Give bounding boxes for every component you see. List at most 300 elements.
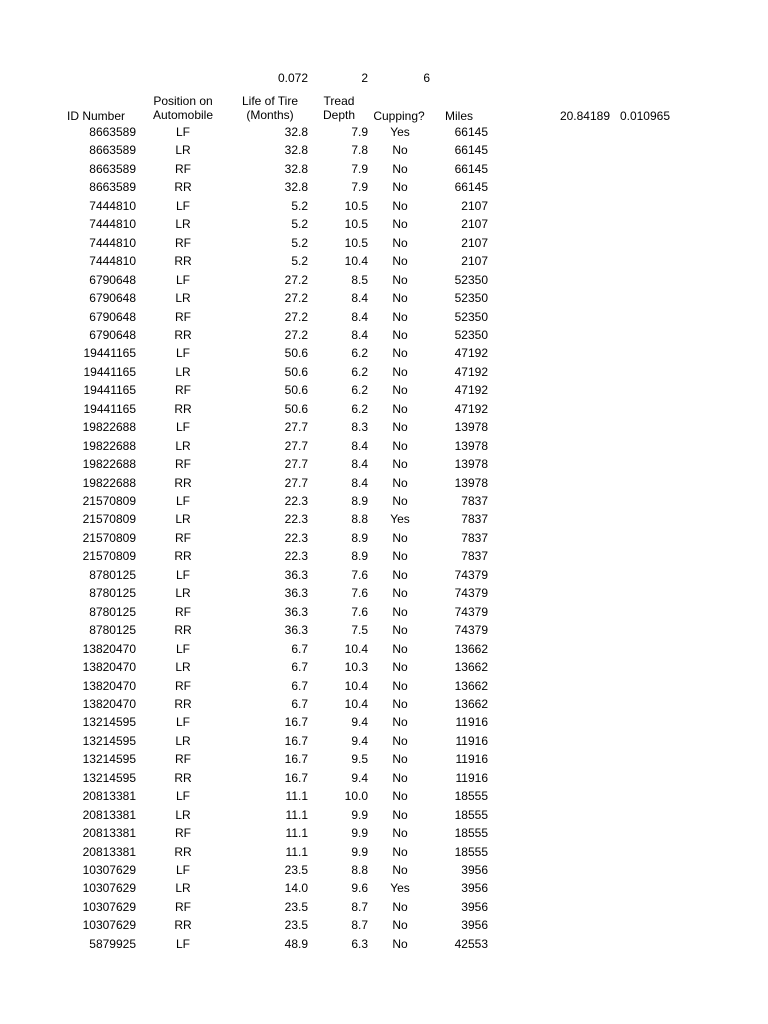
cell-position[interactable]: RF [175,899,191,914]
cell-life-months[interactable]: 6.7 [291,641,308,656]
cell-id-number[interactable]: 8663589 [89,125,136,139]
cell-id-number[interactable]: 8663589 [89,180,136,195]
cell-miles[interactable]: 2107 [461,254,488,269]
cell-life-months[interactable]: 32.8 [284,125,308,139]
side-value-a[interactable]: 20.84189 [559,109,610,123]
cell-tread-depth[interactable]: 10.5 [344,198,368,213]
cell-position[interactable]: RF [175,383,191,398]
cell-miles[interactable]: 13978 [454,438,488,453]
cell-life-months[interactable]: 50.6 [284,401,308,416]
cell-id-number[interactable]: 13214595 [82,752,136,767]
cell-tread-depth[interactable]: 10.4 [344,641,368,656]
cell-cupping[interactable]: No [392,327,408,342]
cell-tread-depth[interactable]: 10.0 [344,789,368,804]
cell-life-months[interactable]: 36.3 [284,567,308,582]
cell-life-months[interactable]: 50.6 [284,383,308,398]
cell-cupping[interactable]: Yes [390,512,410,527]
cell-cupping[interactable]: No [392,696,408,711]
cell-cupping[interactable]: No [392,383,408,398]
cell-miles[interactable]: 66145 [454,125,488,139]
top-value-a[interactable]: 0.072 [277,71,308,85]
cell-id-number[interactable]: 7444810 [89,217,136,232]
cell-miles[interactable]: 13662 [454,641,488,656]
cell-cupping[interactable]: No [392,143,408,158]
cell-id-number[interactable]: 6790648 [89,272,136,287]
top-value-c[interactable]: 6 [423,71,430,85]
cell-miles[interactable]: 18555 [454,789,488,804]
cell-id-number[interactable]: 19822688 [82,457,136,472]
cell-id-number[interactable]: 10307629 [82,863,136,877]
cell-tread-depth[interactable]: 8.7 [351,899,368,914]
cell-miles[interactable]: 47192 [454,401,488,416]
cell-id-number[interactable]: 6790648 [89,309,136,324]
cell-position[interactable]: LF [175,641,190,656]
cell-life-months[interactable]: 22.3 [284,512,308,527]
cell-id-number[interactable]: 20813381 [82,789,136,804]
cell-position[interactable]: RR [174,254,192,269]
cell-tread-depth[interactable]: 10.5 [344,235,368,250]
cell-cupping[interactable]: No [392,586,408,601]
cell-id-number[interactable]: 13820470 [82,696,136,711]
cell-tread-depth[interactable]: 8.9 [351,530,368,545]
cell-life-months[interactable]: 48.9 [284,936,308,951]
cell-position[interactable]: RF [175,826,191,841]
cell-miles[interactable]: 74379 [454,604,488,619]
table-row [0,769,768,787]
cell-miles[interactable]: 52350 [454,327,488,342]
cell-position[interactable]: LF [175,567,190,582]
cell-cupping[interactable]: No [392,254,408,269]
cell-id-number[interactable]: 13820470 [82,641,136,656]
cell-cupping[interactable]: No [392,623,408,638]
cell-tread-depth[interactable]: 9.4 [351,715,368,730]
cell-position[interactable]: LF [175,420,190,435]
cell-position[interactable]: RF [175,752,191,767]
cell-cupping[interactable]: No [392,770,408,785]
cell-tread-depth[interactable]: 9.5 [351,752,368,767]
cell-id-number[interactable]: 13214595 [82,770,136,785]
cell-life-months[interactable]: 27.2 [284,291,308,306]
cell-tread-depth[interactable]: 9.4 [351,733,368,748]
header-tread-depth[interactable] [316,94,362,122]
cell-position[interactable]: LF [175,346,190,361]
side-value-b[interactable]: 0.010965 [619,109,670,123]
cell-cupping[interactable]: No [392,715,408,730]
cell-life-months[interactable]: 32.8 [284,161,308,176]
cell-id-number[interactable]: 19441165 [83,346,136,361]
cell-position[interactable]: LR [175,881,191,896]
cell-life-months[interactable]: 27.2 [284,327,308,342]
table-row [0,363,768,381]
cell-position[interactable]: RR [174,180,192,195]
cell-position[interactable]: LF [175,715,190,730]
cell-position[interactable]: LF [175,272,190,287]
header-position[interactable] [142,94,224,122]
cell-tread-depth[interactable]: 7.6 [351,604,368,619]
cell-miles[interactable]: 11916 [455,733,488,748]
cell-miles[interactable]: 3956 [461,881,488,896]
cell-cupping[interactable]: Yes [390,881,410,896]
cell-life-months[interactable]: 32.8 [284,180,308,195]
cell-id-number[interactable]: 10307629 [82,899,136,914]
cell-id-number[interactable]: 10307629 [82,881,136,896]
table-row [0,510,768,528]
cell-cupping[interactable]: No [392,457,408,472]
cell-cupping[interactable]: No [392,291,408,306]
cell-miles[interactable]: 18555 [454,844,488,859]
cell-miles[interactable]: 52350 [454,309,488,324]
cell-cupping[interactable]: No [392,936,408,951]
table-row [0,806,768,824]
cell-id-number[interactable]: 21570809 [82,530,136,545]
cell-life-months[interactable]: 22.3 [284,494,308,508]
cell-position[interactable]: RF [175,604,191,619]
cell-tread-depth[interactable]: 7.6 [351,567,368,582]
cell-tread-depth[interactable]: 7.9 [351,125,368,139]
cell-life-months[interactable]: 36.3 [284,604,308,619]
table-row [0,824,768,842]
header-position-line2: Automobile [152,108,214,122]
header-life-line2: (Months) [246,108,294,122]
cell-cupping[interactable]: No [392,401,408,416]
table-row [0,843,768,861]
cell-id-number[interactable]: 13214595 [82,733,136,748]
cell-tread-depth[interactable]: 8.4 [351,327,368,342]
cell-position[interactable]: LR [175,438,191,453]
cell-cupping[interactable]: No [392,752,408,767]
cell-id-number[interactable]: 6790648 [89,291,136,306]
cell-cupping[interactable]: No [392,604,408,619]
cell-life-months[interactable]: 5.2 [291,235,308,250]
cell-id-number[interactable]: 21570809 [82,494,136,508]
cell-tread-depth[interactable]: 6.2 [351,383,368,398]
cell-miles[interactable]: 66145 [454,143,488,158]
cell-position[interactable]: LF [175,863,190,877]
cell-life-months[interactable]: 22.3 [284,549,308,564]
cell-life-months[interactable]: 22.3 [284,530,308,545]
cell-life-months[interactable]: 5.2 [291,217,308,232]
cell-tread-depth[interactable]: 8.4 [351,309,368,324]
cell-cupping[interactable]: No [392,217,408,232]
cell-tread-depth[interactable]: 6.3 [351,936,368,951]
cell-id-number[interactable]: 21570809 [82,512,136,527]
cell-cupping[interactable]: No [392,272,408,287]
cell-position[interactable]: LR [175,586,191,601]
cell-tread-depth[interactable]: 6.2 [351,346,368,361]
cell-miles[interactable]: 47192 [454,364,488,379]
header-life-of-tire[interactable] [232,94,308,122]
cell-cupping[interactable]: No [392,475,408,490]
cell-tread-depth[interactable]: 8.4 [351,438,368,453]
cell-life-months[interactable]: 27.7 [284,457,308,472]
cell-id-number[interactable]: 8663589 [89,143,136,158]
cell-life-months[interactable]: 11.1 [285,807,308,822]
cell-id-number[interactable]: 20813381 [82,807,136,822]
cell-tread-depth[interactable]: 8.8 [351,863,368,877]
cell-position[interactable]: RF [175,235,191,250]
cell-miles[interactable]: 66145 [454,161,488,176]
cell-cupping[interactable]: No [392,826,408,841]
cell-id-number[interactable]: 13214595 [82,715,136,730]
cell-tread-depth[interactable]: 8.4 [351,291,368,306]
cell-cupping[interactable]: No [392,844,408,859]
cell-position[interactable]: LF [175,494,190,508]
cell-id-number[interactable]: 19441165 [83,401,136,416]
cell-tread-depth[interactable]: 8.7 [351,918,368,933]
cell-life-months[interactable]: 50.6 [284,346,308,361]
cell-cupping[interactable]: No [392,899,408,914]
cell-miles[interactable]: 3956 [461,918,488,933]
header-miles[interactable]: Miles [444,109,473,123]
cell-position[interactable]: LF [175,789,190,804]
cell-life-months[interactable]: 6.7 [291,660,308,675]
cell-cupping[interactable]: No [392,494,408,508]
cell-position[interactable]: LR [175,807,191,822]
cell-life-months[interactable]: 32.8 [284,143,308,158]
cell-cupping[interactable]: No [392,235,408,250]
cell-tread-depth[interactable]: 9.9 [351,844,368,859]
cell-life-months[interactable]: 36.3 [284,623,308,638]
cell-id-number[interactable]: 8780125 [89,567,136,582]
cell-cupping[interactable]: No [392,733,408,748]
header-cupping[interactable]: Cupping? [373,109,425,123]
cell-life-months[interactable]: 27.7 [284,438,308,453]
cell-life-months[interactable]: 16.7 [284,733,308,748]
cell-cupping[interactable]: No [392,438,408,453]
cell-id-number[interactable]: 19441165 [83,383,136,398]
cell-position[interactable]: RR [174,549,192,564]
cell-id-number[interactable]: 7444810 [89,198,136,213]
cell-tread-depth[interactable]: 8.9 [351,494,368,508]
cell-position[interactable]: RR [174,918,192,933]
cell-cupping[interactable]: No [392,364,408,379]
cell-miles[interactable]: 52350 [454,272,488,287]
cell-miles[interactable]: 2107 [461,198,488,213]
cell-tread-depth[interactable]: 10.4 [344,696,368,711]
cell-tread-depth[interactable]: 6.2 [351,401,368,416]
cell-id-number[interactable]: 8780125 [89,586,136,601]
cell-life-months[interactable]: 11.1 [285,789,308,804]
cell-tread-depth[interactable]: 10.3 [344,660,368,675]
cell-miles[interactable]: 11916 [455,752,488,767]
cell-id-number[interactable]: 13820470 [82,678,136,693]
cell-life-months[interactable]: 27.2 [284,272,308,287]
table-row [0,160,768,178]
cell-cupping[interactable]: No [392,660,408,675]
cell-position[interactable]: LF [175,198,190,213]
cell-cupping[interactable]: No [392,678,408,693]
cell-id-number[interactable]: 21570809 [82,549,136,564]
cell-life-months[interactable]: 23.5 [284,899,308,914]
cell-miles[interactable]: 7837 [461,512,488,527]
cell-miles[interactable]: 3956 [461,899,488,914]
cell-tread-depth[interactable]: 6.2 [351,364,368,379]
cell-position[interactable]: RR [174,475,192,490]
cell-miles[interactable]: 13978 [454,457,488,472]
cell-miles[interactable]: 13978 [454,420,488,435]
cell-position[interactable]: RF [175,309,191,324]
cell-cupping[interactable]: No [392,530,408,545]
cell-tread-depth[interactable]: 7.9 [351,180,368,195]
cell-position[interactable]: LR [175,291,191,306]
cell-miles[interactable]: 11916 [455,715,488,730]
cell-tread-depth[interactable]: 10.4 [344,678,368,693]
cell-life-months[interactable]: 16.7 [284,715,308,730]
table-row [0,529,768,547]
cell-tread-depth[interactable]: 7.5 [351,623,368,638]
cell-life-months[interactable]: 27.7 [284,420,308,435]
cell-cupping[interactable]: No [392,309,408,324]
cell-life-months[interactable]: 23.5 [284,918,308,933]
cell-miles[interactable]: 2107 [461,217,488,232]
cell-life-months[interactable]: 14.0 [284,881,308,896]
cell-id-number[interactable]: 5879925 [89,936,136,951]
cell-life-months[interactable]: 6.7 [291,696,308,711]
cell-miles[interactable]: 52350 [454,291,488,306]
cell-cupping[interactable]: No [392,807,408,822]
cell-position[interactable]: LR [175,143,191,158]
cell-life-months[interactable]: 27.7 [284,475,308,490]
top-value-b[interactable]: 2 [361,71,368,85]
cell-cupping[interactable]: No [392,567,408,582]
cell-cupping[interactable]: No [392,549,408,564]
cell-tread-depth[interactable]: 8.9 [351,549,368,564]
cell-position[interactable]: LR [175,733,191,748]
cell-id-number[interactable]: 20813381 [82,844,136,859]
cell-position[interactable]: RR [174,770,192,785]
cell-cupping[interactable]: No [392,918,408,933]
cell-position[interactable]: RR [174,623,192,638]
cell-position[interactable]: RR [174,696,192,711]
cell-miles[interactable]: 74379 [454,586,488,601]
cell-id-number[interactable]: 10307629 [82,918,136,933]
cell-id-number[interactable]: 19441165 [83,364,136,379]
cell-miles[interactable]: 2107 [461,235,488,250]
cell-miles[interactable]: 74379 [454,567,488,582]
cell-tread-depth[interactable]: 7.8 [351,143,368,158]
cell-tread-depth[interactable]: 9.6 [351,881,368,896]
cell-cupping[interactable]: No [392,420,408,435]
cell-life-months[interactable]: 6.7 [291,678,308,693]
cell-miles[interactable]: 11916 [455,770,488,785]
cell-position[interactable]: LR [175,217,191,232]
cell-cupping[interactable]: No [392,789,408,804]
cell-miles[interactable]: 18555 [454,807,488,822]
cell-tread-depth[interactable]: 7.9 [351,161,368,176]
cell-life-months[interactable]: 11.1 [285,844,308,859]
cell-miles[interactable]: 47192 [454,346,488,361]
cell-miles[interactable]: 7837 [461,549,488,564]
cell-miles[interactable]: 18555 [454,826,488,841]
cell-id-number[interactable]: 8780125 [89,604,136,619]
cell-tread-depth[interactable]: 10.4 [344,254,368,269]
cell-position[interactable]: LF [175,125,190,139]
cell-life-months[interactable]: 5.2 [291,254,308,269]
cell-miles[interactable]: 13978 [454,475,488,490]
cell-miles[interactable]: 47192 [454,383,488,398]
table-row [0,308,768,326]
cell-id-number[interactable]: 7444810 [89,235,136,250]
cell-id-number[interactable]: 8780125 [89,623,136,638]
cell-position[interactable]: LR [175,512,191,527]
cell-miles[interactable]: 7837 [461,530,488,545]
cell-tread-depth[interactable]: 9.4 [351,770,368,785]
table-row [0,234,768,252]
cell-cupping[interactable]: No [392,161,408,176]
cell-position[interactable]: LR [175,660,191,675]
table-row [0,640,768,658]
cell-life-months[interactable]: 11.1 [285,826,308,841]
cell-cupping[interactable]: No [392,198,408,213]
cell-cupping[interactable]: No [392,346,408,361]
cell-position[interactable]: RR [174,401,192,416]
cell-life-months[interactable]: 50.6 [284,364,308,379]
cell-tread-depth[interactable]: 8.4 [351,475,368,490]
table-row [0,271,768,289]
cell-position[interactable]: RF [175,530,191,545]
cell-id-number[interactable]: 7444810 [89,254,136,269]
cell-miles[interactable]: 13662 [454,678,488,693]
cell-life-months[interactable]: 36.3 [284,586,308,601]
cell-miles[interactable]: 3956 [461,863,488,877]
table-row [0,344,768,362]
cell-miles[interactable]: 7837 [461,494,488,508]
cell-cupping[interactable]: No [392,180,408,195]
cell-tread-depth[interactable]: 8.3 [351,420,368,435]
cell-tread-depth[interactable]: 8.5 [351,272,368,287]
cell-position[interactable]: RF [175,678,191,693]
header-tread-line1: Tread [323,94,355,108]
cell-life-months[interactable]: 16.7 [284,770,308,785]
cell-tread-depth[interactable]: 9.9 [351,826,368,841]
cell-id-number[interactable]: 19822688 [82,475,136,490]
cell-cupping[interactable]: No [392,863,408,877]
cell-miles[interactable]: 66145 [454,180,488,195]
cell-id-number[interactable]: 6790648 [89,327,136,342]
cell-tread-depth[interactable]: 8.8 [351,512,368,527]
cell-life-months[interactable]: 16.7 [284,752,308,767]
cell-id-number[interactable]: 19822688 [82,420,136,435]
cell-position[interactable]: RR [174,327,192,342]
cell-miles[interactable]: 13662 [454,660,488,675]
cell-tread-depth[interactable]: 7.6 [351,586,368,601]
header-id-number[interactable]: ID Number [66,109,125,123]
cell-miles[interactable]: 74379 [454,623,488,638]
cell-id-number[interactable]: 8663589 [89,161,136,176]
cell-life-months[interactable]: 5.2 [291,198,308,213]
cell-tread-depth[interactable]: 8.4 [351,457,368,472]
cell-life-months[interactable]: 23.5 [284,863,308,877]
cell-tread-depth[interactable]: 9.9 [351,807,368,822]
cell-position[interactable]: RF [175,457,191,472]
cell-miles[interactable]: 42553 [454,936,488,951]
cell-position[interactable]: RF [175,161,191,176]
cell-id-number[interactable]: 13820470 [82,660,136,675]
cell-id-number[interactable]: 19822688 [82,438,136,453]
cell-tread-depth[interactable]: 10.5 [344,217,368,232]
cell-position[interactable]: LR [175,364,191,379]
cell-miles[interactable]: 13662 [454,696,488,711]
cell-cupping[interactable]: No [392,641,408,656]
table-row [0,381,768,399]
cell-position[interactable]: LF [175,936,190,951]
cell-life-months[interactable]: 27.2 [284,309,308,324]
cell-id-number[interactable]: 20813381 [82,826,136,841]
cell-position[interactable]: RR [174,844,192,859]
cell-cupping[interactable]: Yes [390,125,410,139]
table-row [0,326,768,344]
table-row [0,566,768,584]
